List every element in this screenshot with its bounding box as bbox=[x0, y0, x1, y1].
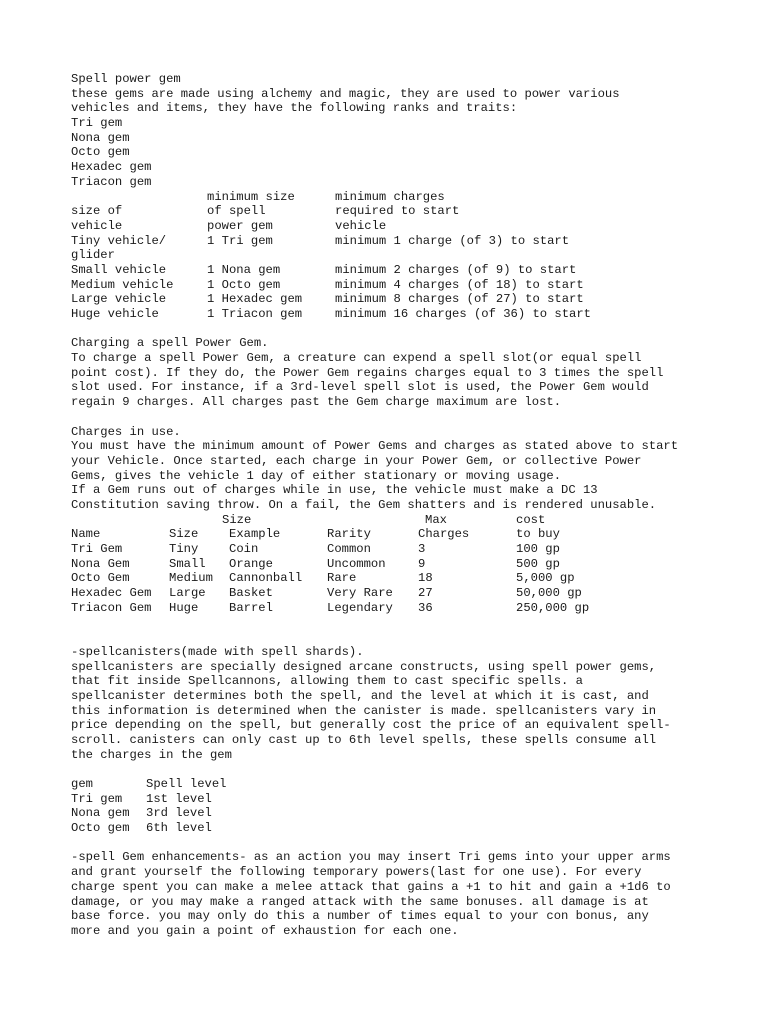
paragraph-line: Gems, gives the vehicle 1 day of either stationary or moving usage. bbox=[71, 468, 562, 483]
table-row: Tri gem 1st level bbox=[71, 791, 212, 806]
table-row: Large vehicle 1 Hexadec gem minimum 8 charges (of 27) to start bbox=[71, 292, 584, 307]
spell-level-table bbox=[71, 777, 731, 836]
table-row: Tri Gem Tiny Coin Common 3 100 gp bbox=[71, 542, 560, 556]
paragraph-line: more and you gain a point of exhaustion for each one. bbox=[71, 923, 459, 938]
vehicle-table bbox=[71, 190, 731, 322]
table-row: Hexadec Gem Large Basket Very Rare 27 50,000 gp bbox=[71, 586, 582, 601]
table-row: Nona gem 3rd level bbox=[71, 806, 212, 821]
gem-rank: Nona gem bbox=[71, 130, 130, 145]
paragraph-line: base force. you may only do this a number of times equal to your con bonus, any bbox=[71, 909, 649, 924]
intro-line: vehicles and items, they have the following ranks and traits: bbox=[71, 101, 518, 116]
intro-line: these gems are made using alchemy and magic, they are used to power various bbox=[71, 86, 620, 101]
paragraph-line: point cost). If they do, the Power Gem regains charges equal to 3 times the spell bbox=[71, 365, 664, 380]
paragraph-line: price depending on the spell, but generally cost the price of an equivalent spell- bbox=[71, 718, 671, 733]
section-heading: Charging a spell Power Gem. bbox=[71, 336, 269, 351]
paragraph-line: -spell Gem enhancements- as an action you may insert Tri gems into your upper arms bbox=[71, 850, 671, 865]
table-row: Small vehicle 1 Nona gem minimum 2 charges (of 9) to start bbox=[71, 262, 577, 277]
paragraph-line: this information is determined when the canister is made. spellcanisters vary in bbox=[71, 703, 657, 718]
gem-rank: Tri gem bbox=[71, 116, 123, 131]
paragraph-line: your Vehicle. Once started, each charge in your Power Gem, or collective Power bbox=[71, 453, 642, 468]
gem-table bbox=[71, 513, 731, 616]
table-row: Nona Gem Small Orange Uncommon 9 500 gp bbox=[71, 556, 560, 571]
section-heading: Charges in use. bbox=[71, 424, 181, 439]
paragraph-line: that fit inside Spellcannons, allowing them to cast specific spells. a bbox=[71, 674, 583, 689]
paragraph-line: damage, or you may make a ranged attack with the same bonuses. all damage is at bbox=[71, 894, 649, 909]
paragraph-line: Constitution saving throw. On a fail, the Gem shatters and is rendered unusable. bbox=[71, 497, 657, 512]
paragraph-line: You must have the minimum amount of Power Gems and charges as stated above to start bbox=[71, 439, 679, 454]
table-row: Triacon Gem Huge Barrel Legendary 36 250,000 gp bbox=[71, 600, 590, 615]
gem-rank: Octo gem bbox=[71, 145, 130, 160]
gem-table-header: Name Size Example Rarity Charges to buy bbox=[71, 527, 560, 542]
table-row: glider bbox=[71, 248, 115, 263]
paragraph-line: regain 9 charges. All charges past the Gem charge maximum are lost. bbox=[71, 395, 562, 410]
paragraph-line: To charge a spell Power Gem, a creature can expend a spell slot(or equal spell bbox=[71, 351, 642, 366]
paragraph-line: spellcanisters are specially designed arcane constructs, using spell power gems, bbox=[71, 659, 657, 674]
paragraph-line: the charges in the gem bbox=[71, 747, 232, 762]
document-body bbox=[71, 72, 731, 939]
table-row: Huge vehicle 1 Triacon gem minimum 16 charges (of 36) to start bbox=[71, 307, 591, 321]
paragraph-line: and grant yourself the following temporary powers(last for one use). For every bbox=[71, 865, 642, 880]
gem-rank: Hexadec gem bbox=[71, 160, 152, 175]
vehicle-table-header: size of of spell required to start bbox=[71, 204, 460, 219]
vehicle-table-header: minimum size minimum charges bbox=[207, 189, 445, 204]
paragraph-line: charge spent you can make a melee attack that gains a +1 to hit and gain a +1d6 to bbox=[71, 879, 671, 894]
paragraph-line: If a Gem runs out of charges while in use, the vehicle must make a DC 13 bbox=[71, 483, 598, 498]
paragraph-line: slot used. For instance, if a 3rd-level spell slot is used, the Power Gem would bbox=[71, 380, 649, 395]
vehicle-table-header: vehicle power gem vehicle bbox=[71, 218, 387, 233]
gem-rank: Triacon gem bbox=[71, 174, 152, 189]
paragraph-line: scroll. canisters can only cast up to 6th level spells, these spells consume all bbox=[71, 732, 657, 747]
spell-level-header: gem Spell level bbox=[71, 777, 227, 791]
table-row: Tiny vehicle/ 1 Tri gem minimum 1 charge (of 3) to start bbox=[71, 233, 570, 248]
section-heading: -spellcanisters(made with spell shards). bbox=[71, 644, 364, 659]
gem-table-super-header: Size Max cost bbox=[222, 512, 546, 527]
table-row: Octo Gem Medium Cannonball Rare 18 5,000 gp bbox=[71, 571, 575, 586]
paragraph-line: spellcanister determines both the spell, and the level at which it is cast, and bbox=[71, 688, 649, 703]
doc-title: Spell power gem bbox=[71, 72, 181, 86]
table-row: Medium vehicle 1 Octo gem minimum 4 charges (of 18) to start bbox=[71, 277, 584, 292]
table-row: Octo gem 6th level bbox=[71, 821, 212, 836]
